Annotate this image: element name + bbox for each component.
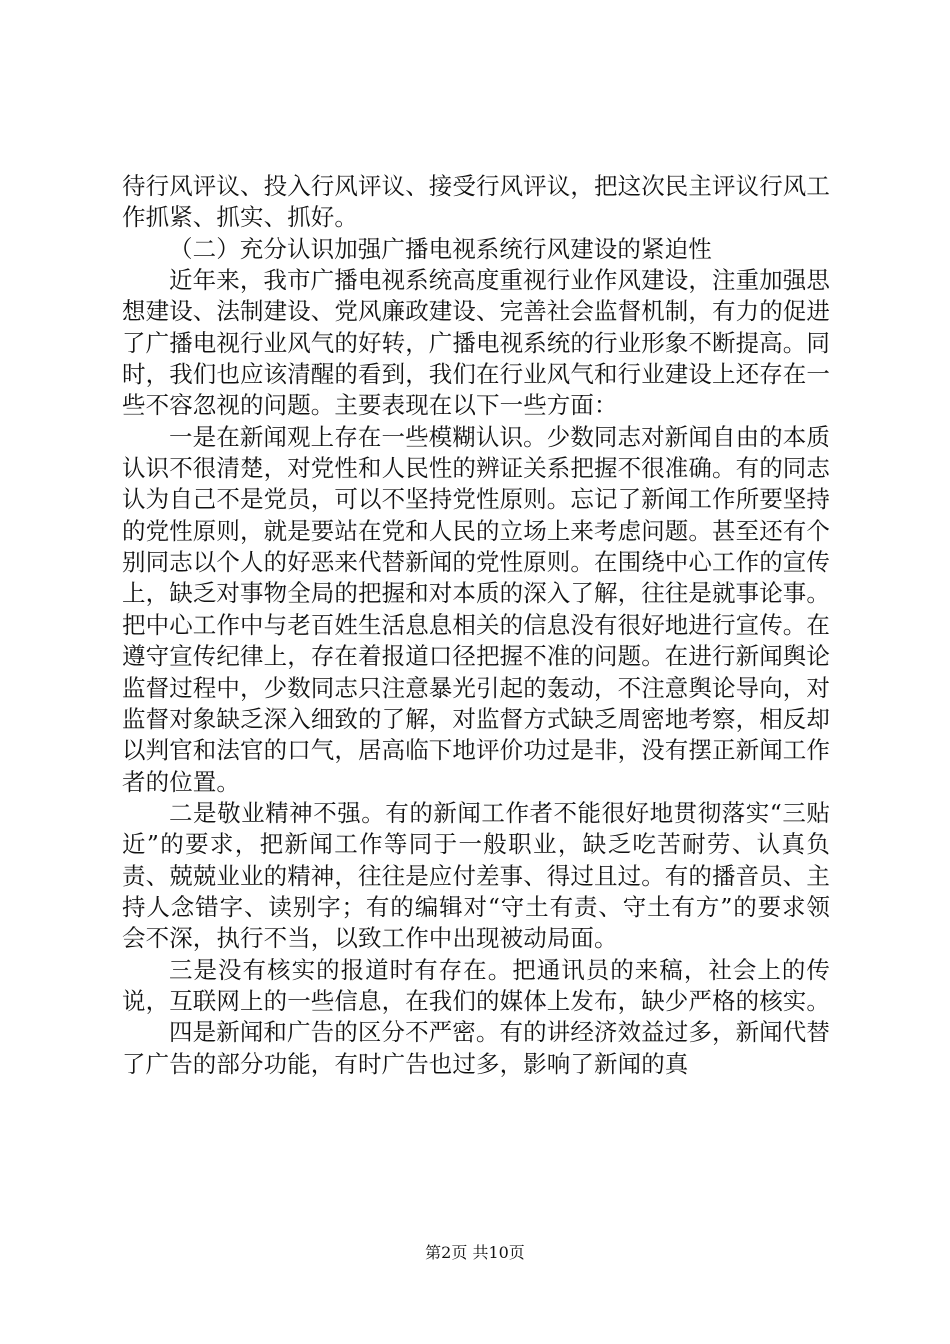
section-heading: （二）充分认识加强广播电视系统行风建设的紧迫性	[169, 234, 712, 263]
page-footer: 第2页 共10页	[425, 1243, 525, 1262]
document-body	[122, 171, 830, 1080]
paragraph: 四是新闻和广告的区分不严密。有的讲经济效益过多，新闻代替了广告的部分功能，有时广告也过多，影响了新闻的真	[122, 1018, 830, 1078]
paragraph: 三是没有核实的报道时有存在。把通讯员的来稿，社会上的传说，互联网上的一些信息，在我们的媒体上发布，缺少严格的核实。	[122, 955, 830, 1015]
paragraph: 近年来，我市广播电视系统高度重视行业作风建设，注重加强思想建设、法制建设、党风廉政建设、完善社会监督机制，有力的促进了广播电视行业风气的好转，广播电视系统的行业形象不断提高。同时，我们也应该清醒的看到，我们在行业风气和行业建设上还存在一些不容忽视的问题。主要表现在以下一些方面：	[122, 266, 830, 420]
paragraph: 二是敬业精神不强。有的新闻工作者不能很好地贯彻落实“三贴近”的要求，把新闻工作等同于一般职业，缺乏吃苦耐劳、认真负责、兢兢业业的精神，往往是应付差事、得过且过。有的播音员、主持人念错字、读别字；有的编辑对“守土有责、守土有方”的要求领会不深，执行不当，以致工作中出现被动局面。	[122, 798, 830, 953]
paragraph-continuation: 待行风评议、投入行风评议、接受行风评议，把这次民主评议行风工作抓紧、抓实、抓好。	[122, 172, 830, 232]
paragraph: 一是在新闻观上存在一些模糊认识。少数同志对新闻自由的本质认识不很清楚，对党性和人民性的辨证关系把握不很准确。有的同志认为自己不是党员，可以不坚持党性原则。忘记了新闻工作所要坚持的党性原则，就是要站在党和人民的立场上来考虑问题。甚至还有个别同志以个人的好恶来代替新闻的党性原则。在围绕中心工作的宣传上，缺乏对事物全局的把握和对本质的深入了解，往往是就事论事。把中心工作中与老百姓生活息息相关的信息没有很好地进行宣传。在遵守宣传纪律上，存在着报道口径把握不准的问题。在进行新闻舆论监督过程中，少数同志只注意暴光引起的轰动，不注意舆论导向，对监督对象缺乏深入细致的了解，对监督方式缺乏周密地考察，相反却以判官和法官的口气，居高临下地评价功过是非，没有摆正新闻工作者的位置。	[122, 422, 830, 796]
